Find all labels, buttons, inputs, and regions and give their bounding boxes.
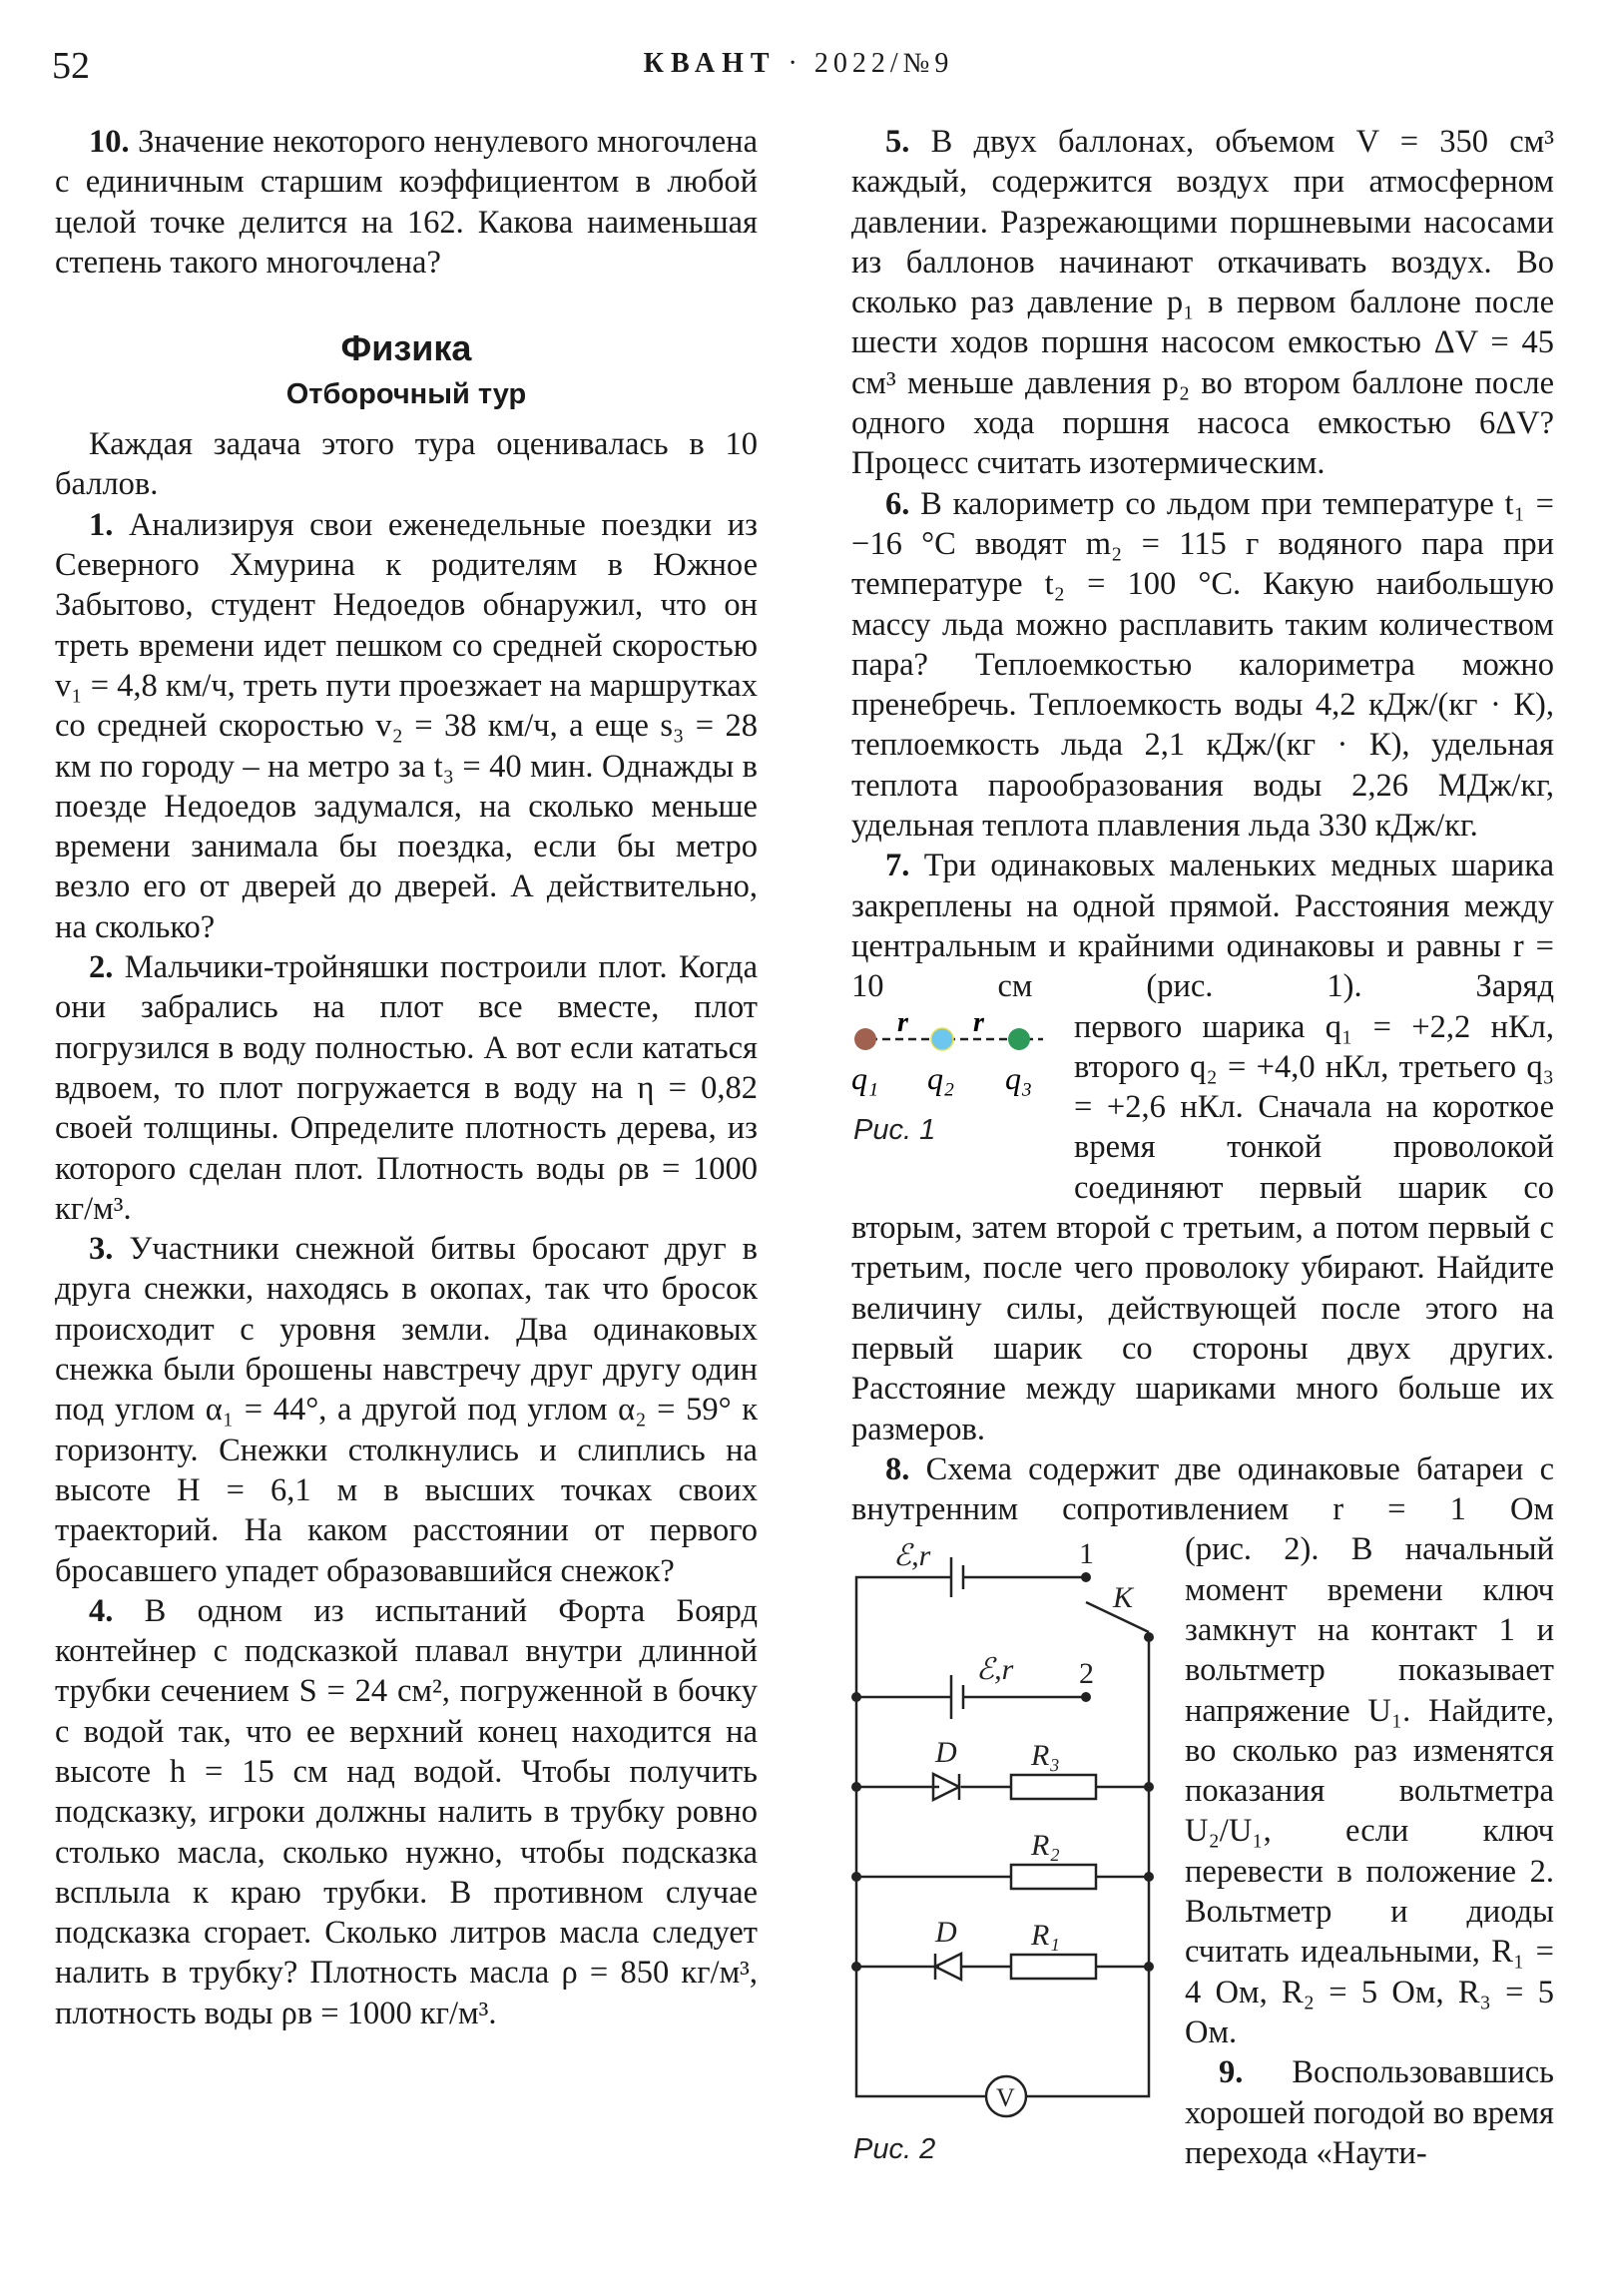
figure-caption: Рис. 1 [853,1113,936,1146]
emf-label-1: ℰ,r [893,1539,931,1573]
problem-text: Значение некоторого ненулевого многочлена с единичным старшим коэффициентом в любой целой точке делится на 162. Какова наименьшая степень такого многочлена? [55,124,758,281]
ball-q3 [1008,1028,1030,1050]
diode-label: D [935,1916,957,1950]
subsection-title: Отборочный тур [285,378,527,411]
resistor-label-r1: R₁ [1031,1919,1060,1953]
problem-number: 8. [885,1450,910,1487]
distance-label: r [973,1008,984,1038]
emf-label-2: ℰ,r [976,1653,1014,1687]
problem-text: В одном из испытаний Форта Боярд контейнер с подсказкой плавал внутри длинной трубки сечением S = 24 см², погруженной в бочку с водой так, что ее верхний конец находится на высоте h = 15 см над водой. Чтобы получить подсказку, игроки должны налить в трубку ровно столько масла, сколько нужно, чтобы подсказка всплыла к краю трубки. В противном случае подсказка сгорает. Сколько литров масла следует налить в трубку? Плотность масла ρ = 850 кг/м³, плотность воды ρв = 1000 кг/м³. [55,1592,759,2031]
problem-number: 7. [885,848,910,884]
ball-q2 [931,1028,953,1050]
charge-label-q3: q₃ [1005,1059,1033,1096]
problem-number: 3. [89,1231,114,1268]
problem-7 [851,846,1554,1006]
ball-q1 [854,1028,876,1050]
figure-2-circuit [851,1537,1181,2186]
voltmeter-label: V [996,2083,1015,2113]
problem-text: Анализируя свои еженедельные поездки из Северного Хмурина к родителям в Южное Забытово, студент Недоедов обнаружил, что он треть времени идет пешком со средней скоростью v₁ = 4,8 км/ч, треть пути проезжает на маршрутках со средней скоростью v₂ = 38 км/ч, а еще s₃ = 28 км по городу – на метро за t₃ = 40 мин. Однажды в поезде Недоедов задумался, на сколько меньше времени занимала бы поездка, если бы метро везло его от дверей до дверей. А действительно, на сколько? [55,506,758,945]
junction-dots [851,1572,1154,1972]
problem-5 [851,122,1554,484]
battery-1-icon [951,1557,963,1597]
problem-6 [851,484,1554,847]
issue-number: 2022/№9 [813,48,954,79]
problem-text: Схема содержит две одинаковые батареи с внутренним сопротивлением r = 1 Ом [851,1450,1554,1528]
problem-text: В калориметр со льдом при температуре t₁ = −16 °C вводят m₂ = 115 г водяного пара при температуре t₂ = 100 °C. Какую наибольшую массу льда можно расплавить таким количеством пара? Теплоемкостью калориметра можно пренебречь. Теплоемкость воды 4,2 кДж/(кг · К), теплоемкость льда 2,1 кДж/(кг · К), удельная теплота парообразования воды 2,26 МДж/кг, удельная теплота плавления льда 330 кДж/кг. [851,485,1555,845]
charge-label-q1: q₁ [851,1059,879,1096]
problem-number: 4. [89,1592,114,1629]
problem-text: Мальчики-тройняшки построили плот. Когда они забрались на плот все вместе, плот погрузился в воду полностью. А вот если кататься вдвоем, то плот погружается в воду на η = 0,82 своей толщины. Определите плотность дерева, из которого сделан плот. Плотность воды ρв = 1000 кг/м³. [55,949,759,1227]
contact-1-label: 1 [1079,1537,1094,1571]
problem-10 [55,122,758,283]
problem-7-continued [851,1007,1554,1449]
right-column [851,122,1554,2186]
key-label: K [1113,1581,1134,1615]
problem-text: В двух баллонах, объемом V = 350 см³ каждый, содержится воздух при атмосферном давлении. Разрежающими поршневыми насосами из баллонов начинают откачивать воздух. Во сколько раз давление p₁ в первом баллоне после шести ходов поршня насосом емкостью ΔV = 45 см³ меньше давления p₂ во втором баллоне после одного хода поршня насоса емкостью 6ΔV? Процесс считать изотермическим. [851,124,1554,482]
problem-text: Три одинаковых маленьких медных шарика закреплены на одной прямой. Расстояния между центральным и крайними одинаковы и равны r = 10 см (рис. 1). Заряд [851,848,1554,1005]
diode-label: D [935,1736,957,1770]
left-column [55,122,758,2033]
header-separator: · [788,48,802,79]
problem-number: 6. [885,485,910,522]
problem-number: 1. [89,506,114,543]
journal-name: КВАНТ [643,48,777,79]
resistor-label-r3: R₃ [1031,1739,1060,1773]
problem-8 [851,1449,1554,1530]
problem-text: Воспользовавшись хорошей погодой во время перехода «Наути- [1185,2054,1554,2171]
figure-1-charges [851,1009,1066,1169]
resistor-label-r2: R₂ [1031,1829,1060,1863]
problem-2 [55,947,758,1229]
distance-label: r [897,1008,908,1038]
problem-number: 9. [1219,2054,1244,2091]
page-number: 52 [52,45,90,87]
resistor-r3 [1011,1775,1096,1799]
problem-text: (рис. 2). В начальный момент времени ключ замкнут на контакт 1 и вольтметр показывает напряжение U₁. Найдите, во сколько раз изменятся показания вольтметра U₂/U₁, если ключ перевести в положение 2. Вольтметр и диоды считать идеальными, R₁ = 4 Ом, R₂ = 5 Ом, R₃ = 5 Ом. [1185,1531,1554,2050]
contact-2-label: 2 [1079,1657,1094,1691]
intro-text: Каждая задача этого тура оценивалась в 10 баллов. [55,426,758,503]
battery-2-icon [951,1675,963,1719]
section-title: Физика [340,327,472,369]
charge-label-q2: q₂ [927,1059,955,1096]
problem-text: первого шарика q₁ = +2,2 нКл, второго q₂ = +4,0 нКл, третьего q₃ = +2,6 нКл. Сначала на короткое время тонкой проволокой соединяют первый шарик со вторым, затем второй с третьим, а потом первый с третьим, после чего проволоку убирают. Найдите величину силы, действующей после этого на первый шарик со стороны двух других. Расстояние между шариками много больше их размеров. [851,1008,1554,1447]
problem-text: Участники снежной битвы бросают друг в друга снежки, находясь в окопах, так что бросок происходит с уровня земли. Два одинаковых снежка были брошены навстречу друг другу один под углом α₁ = 44°, а другой под углом α₂ = 59° к горизонту. Снежки столкнулись и слиплись на высоте H = 6,1 м в высших точках своих траекторий. На каком расстоянии от первого бросавшего упадет образовавшийся снежок? [55,1231,758,1589]
figure-caption: Рис. 2 [853,2133,936,2166]
running-header [0,48,1597,80]
resistor-r1 [1011,1955,1096,1979]
problem-4 [55,1591,758,2033]
problem-number: 5. [885,124,910,160]
problem-number: 2. [89,949,114,986]
problem-number: 10. [89,124,130,160]
problem-1 [55,505,758,947]
resistor-r2 [1011,1865,1096,1889]
problem-3 [55,1229,758,1591]
